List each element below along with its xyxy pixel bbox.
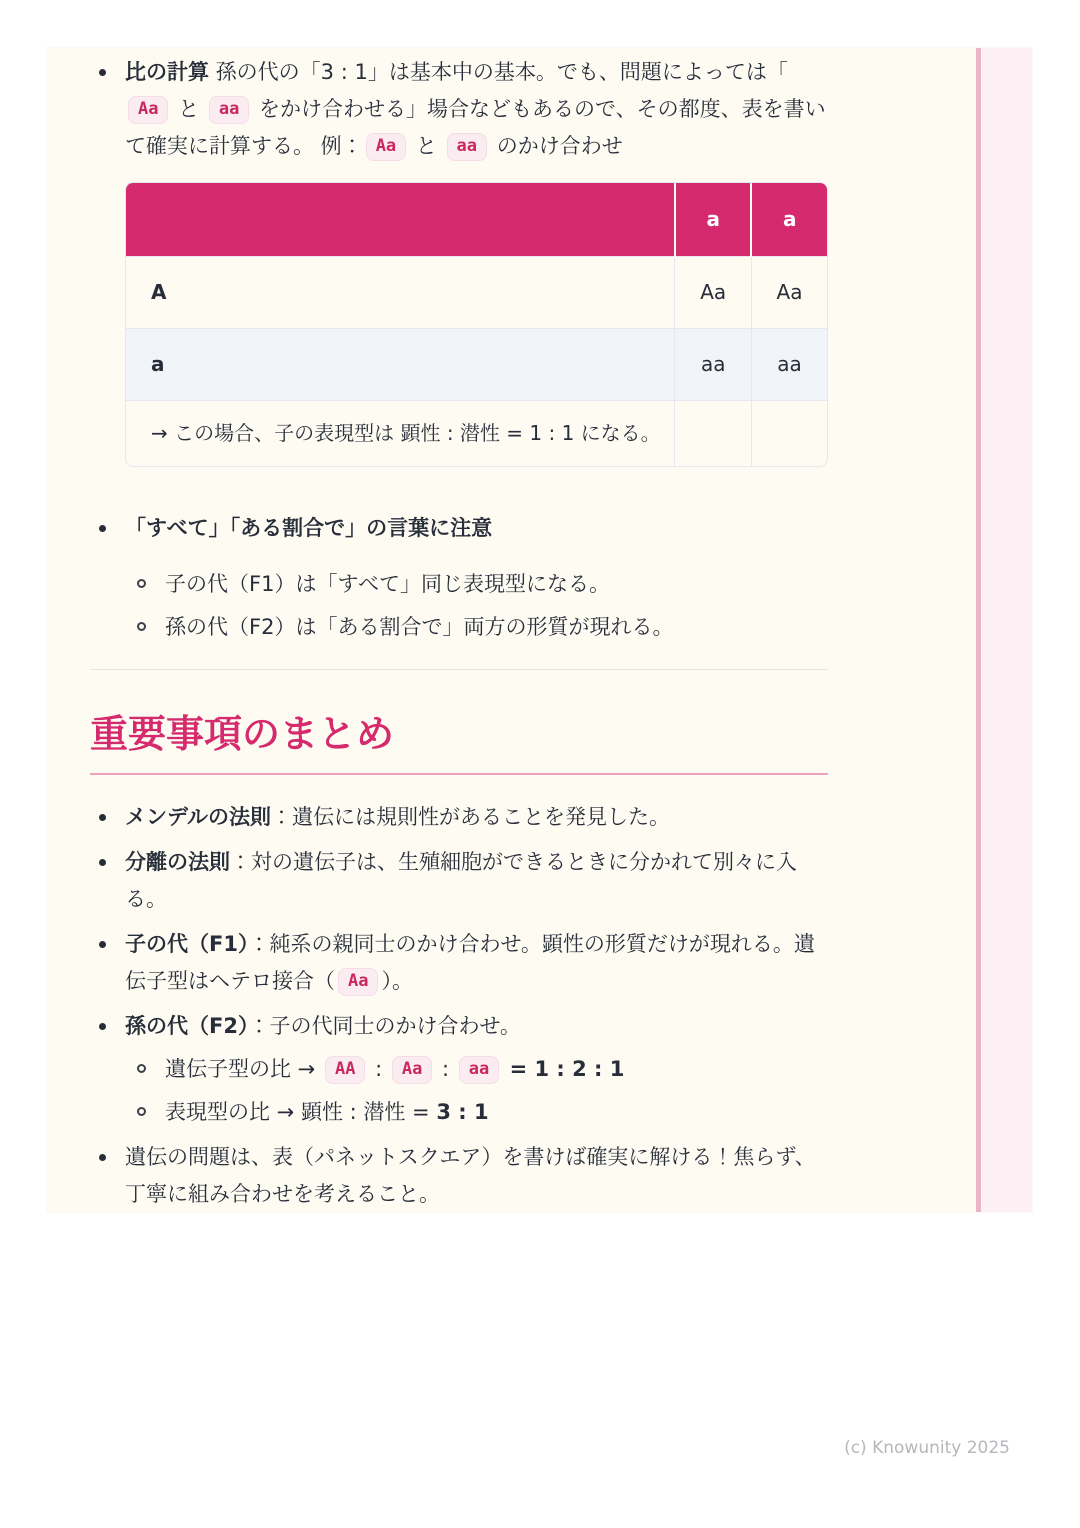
bold-text: 孫の代（F2） [125,1014,249,1038]
table-header-row [126,183,827,257]
bullet-item-advice [90,1139,828,1213]
table-row [126,329,827,401]
table-cell: aa [751,329,827,401]
paragraph [125,510,828,547]
sub-bullet-item [125,609,828,646]
top-bullet-list [90,54,828,646]
text-run: : [368,1057,389,1081]
bold-text: 子の代（F1） [125,932,249,956]
bold-text: 分離の法則 [125,850,230,874]
text-run: ：純系の親同士のかけ合わせ。顕性の形質だけが現れる。遺伝子型はヘテロ接合（ [125,932,815,993]
text-run: ：遺伝には規則性があることを発見した。 [270,805,670,829]
header-cell-empty [126,183,675,257]
bold-text: 「すべて」「ある割合で」の言葉に注意 [125,516,493,540]
text-run: 孫の代の「3 : 1」は基本中の基本。でも、問題によっては「 [209,60,788,84]
paragraph [125,54,828,165]
bullet-item-wording-notice [90,510,828,646]
table-cell: aa [675,329,752,401]
row-label: A [126,257,675,329]
bullet-item-f1 [90,926,828,1000]
text-run: のかけ合わせ [490,134,623,158]
bold-text: 比の計算 [125,60,209,84]
table-note-row [126,401,827,467]
bullet-item-ratio-calc [90,54,828,467]
sub-bullet-list [125,566,828,646]
text-run: ）。 [381,969,413,993]
section-divider [90,669,828,670]
page-content [90,48,828,1213]
sub-bullet-item [125,566,828,603]
copyright-note: (c) Knowunity 2025 [844,1438,1010,1458]
sub-bullet-phenotype-ratio [125,1094,828,1131]
row-label: a [126,329,675,401]
section-heading: 重要事項のまとめ [90,708,828,775]
bullet-item-mendel-law [90,799,828,836]
text-run: と [409,134,444,158]
genotype-badge: Aa [338,968,378,996]
text-run: 遺伝子型の比 → [165,1057,322,1081]
header-cell-allele: a [751,183,827,257]
table-cell-empty [675,401,752,467]
summary-bullet-list [90,799,828,1213]
document-page [47,48,1032,1212]
genotype-badge: Aa [128,96,168,124]
table-row [126,257,827,329]
header-cell-allele: a [675,183,752,257]
genotype-badge: AA [325,1056,365,1084]
text-run: をかけ合わせる」場合などもあるので、その都度、表を書いて確実に計算する。 例： [125,97,826,158]
text-run: 表現型の比 → 顕性 : 潜性 = [165,1100,437,1124]
bullet-item-segregation-law [90,844,828,918]
bullet-item-f2 [90,1008,828,1131]
table-cell-empty [751,401,827,467]
text-run: ：子の代同士のかけ合わせ。 [248,1014,521,1038]
sub-bullet-genotype-ratio [125,1051,828,1088]
page-margin-panel [981,48,1032,1212]
bold-text: メンデルの法則 [125,805,271,829]
table-note: → この場合、子の表現型は 顕性 : 潜性 = 1 : 1 になる。 [126,401,675,467]
text-run: 遺伝の問題は、表（パネットスクエア）を書けば確実に解ける！焦らず、丁寧に組み合わせを考えること。 [125,1145,816,1206]
genotype-badge: Aa [366,133,406,161]
genotype-badge: aa [447,133,487,161]
genotype-badge: aa [209,96,249,124]
text-run: 子の代（F1）は「すべて」同じ表現型になる。 [165,572,611,596]
bold-text: 3 : 1 [436,1100,489,1124]
table-cell: Aa [675,257,752,329]
sub-bullet-list [125,1051,828,1131]
text-run: : [435,1057,456,1081]
bold-text: = 1 : 2 : 1 [502,1057,625,1081]
table-cell: Aa [751,257,827,329]
punnett-square-table [125,182,828,467]
text-run: ：対の遺伝子は、生殖細胞ができるときに分かれて別々に入る。 [125,850,797,911]
genotype-badge: aa [459,1056,499,1084]
genotype-badge: Aa [392,1056,432,1084]
text-run: 孫の代（F2）は「ある割合で」両方の形質が現れる。 [165,615,674,639]
text-run: と [171,97,206,121]
